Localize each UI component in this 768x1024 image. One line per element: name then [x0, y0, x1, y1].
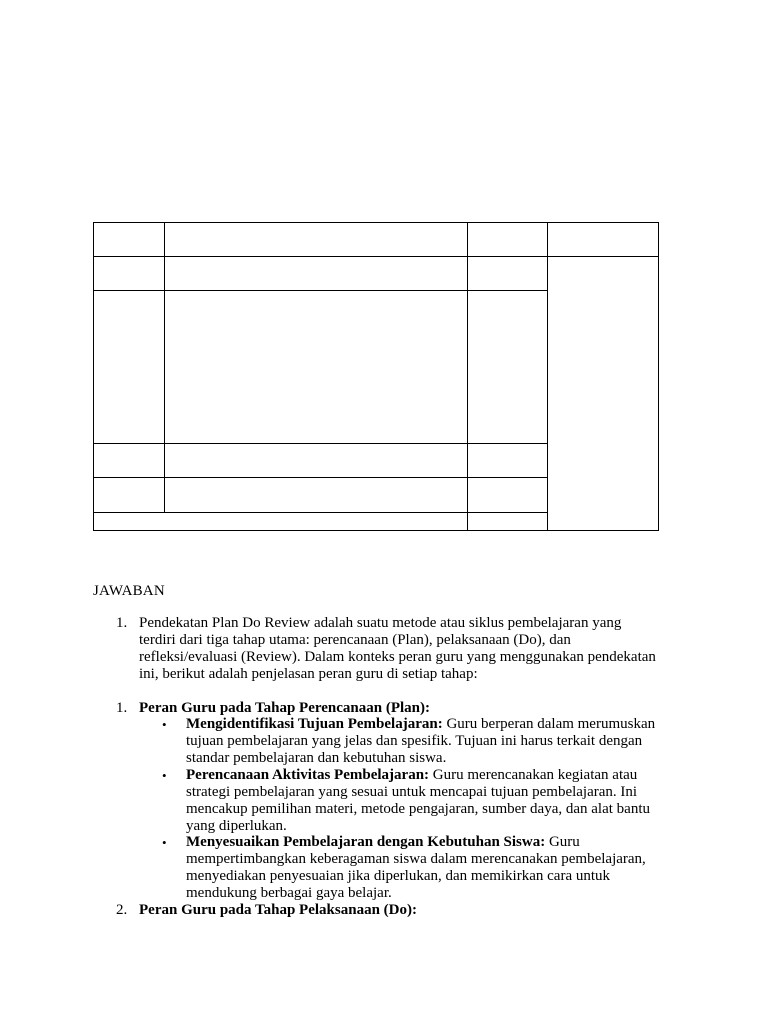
bullet-icon: • [162, 717, 167, 732]
table-column-divider [547, 222, 548, 531]
bullet-line: mendukung berbagai gaya belajar. [186, 885, 392, 901]
section2-title: Peran Guru pada Tahap Pelaksanaan (Do): [139, 902, 417, 918]
table-border-top [93, 222, 659, 223]
table-column-divider [467, 222, 468, 531]
bullet-first-line: Menyesuaikan Pembelajaran dengan Kebutuhan Siswa: Guru [186, 834, 580, 850]
bullet-first-line: Perencanaan Aktivitas Pembelajaran: Guru merencanakan kegiatan atau [186, 767, 638, 783]
section1-title: Peran Guru pada Tahap Perencanaan (Plan): [139, 700, 431, 716]
intro-line: ini, berikut adalah penjelasan peran guru di setiap tahap: [139, 666, 478, 682]
table-border-left [93, 222, 94, 531]
bullet-line: mencakup pemilihan materi, metode pengajaran, sumber daya, dan alat bantu [186, 801, 650, 817]
intro-line: refleksi/evaluasi (Review). Dalam konteks peran guru yang menggunakan pendekatan [139, 649, 656, 665]
bullet-icon: • [162, 768, 167, 783]
bullet-line: strategi pembelajaran yang sesuai untuk mencapai tujuan pembelajaran. Ini [186, 784, 638, 800]
intro-line: Pendekatan Plan Do Review adalah suatu metode atau siklus pembelajaran yang [139, 615, 622, 631]
intro-line: terdiri dari tiga tahap utama: perencanaan (Plan), pelaksanaan (Do), dan [139, 632, 571, 648]
table-border-right [658, 222, 659, 531]
section2-number: 2. [116, 902, 128, 918]
table-row-divider [93, 256, 659, 257]
bullet-line: yang diperlukan. [186, 818, 287, 834]
answer-heading: JAWABAN [93, 583, 165, 599]
section1-number: 1. [116, 700, 128, 716]
table-row-divider [93, 290, 548, 291]
bullet-first-line: Mengidentifikasi Tujuan Pembelajaran: Guru berperan dalam merumuskan [186, 716, 656, 732]
bullet-line: tujuan pembelajaran yang jelas dan spesifik. Tujuan ini harus terkait dengan [186, 733, 643, 749]
table-border-bottom [93, 530, 659, 531]
table-row-divider [93, 477, 548, 478]
bullet-line: mempertimbangkan keberagaman siswa dalam merencanakan pembelajaran, [186, 851, 646, 867]
table-row-divider [93, 512, 548, 513]
bullet-icon: • [162, 835, 167, 850]
table-column-divider [164, 222, 165, 512]
table-row-divider [93, 443, 548, 444]
bullet-line: menyediakan penyesuaian jika diperlukan, dan memikirkan cara untuk [186, 868, 611, 884]
intro-number: 1. [116, 615, 128, 631]
bullet-line: standar pembelajaran dan kebutuhan siswa. [186, 750, 447, 766]
